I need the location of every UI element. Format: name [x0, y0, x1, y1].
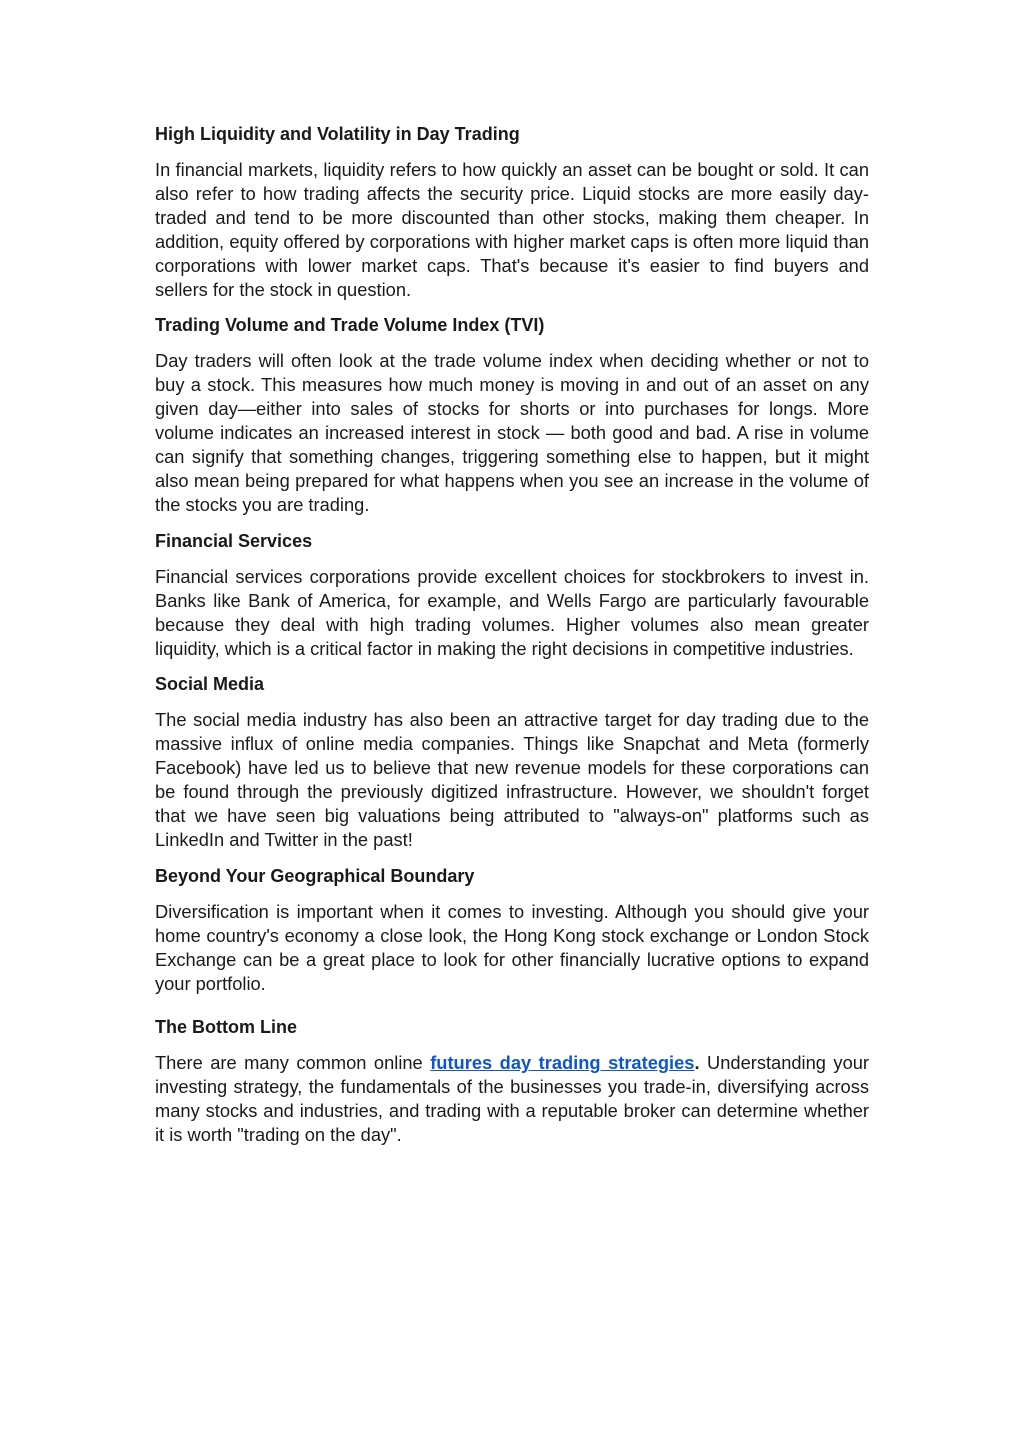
section-body: In financial markets, liquidity refers to how quickly an asset can be bought or sold. It can also refer to how trading affects the security price. Liquid stocks are more easily day-traded and tend to be more discounted than other stocks, making them cheaper. In addition, equity offered by corporations with higher market caps is often more liquid than corporations with lower market caps. That's because it's easier to find buyers and sellers for the stock in question.	[155, 159, 869, 300]
section-trade-volume	[155, 313, 869, 516]
section-social-media	[155, 672, 869, 851]
link-period: .	[694, 1052, 700, 1074]
section-body: Diversification is important when it comes to investing. Although you should give your home country's economy a close look, the Hong Kong stock exchange or London Stock Exchange can be a great place to look for other financially lucrative options to expand your portfolio.	[155, 900, 869, 994]
section-heading: High Liquidity and Volatility in Day Trading	[155, 124, 520, 144]
section-heading: Social Media	[155, 674, 265, 695]
section-body: Financial services corporations provide excellent choices for stockbrokers to invest in. Banks like Bank of America, for example, and Wells Fargo are particularly favourable because they deal with high trading volumes. Higher volumes also mean greater liquidity, which is a critical factor in making the right decisions in competitive industries.	[155, 565, 869, 659]
futures-strategies-link[interactable]: futures day trading strategies	[430, 1052, 695, 1074]
section-heading: The Bottom Line	[155, 1017, 297, 1038]
body-trailing-text: Understanding your investing strategy, the fundamentals of the businesses you trade-in, diversifying across many stocks and industries, and trading with a reputable broker can determine whether it is worth "trading on the day".	[155, 1052, 869, 1146]
section-geographical-boundary	[155, 864, 869, 996]
document-page	[155, 122, 869, 1159]
section-liquidity	[155, 122, 869, 301]
section-heading: Financial Services	[155, 530, 313, 551]
body-lead-text: There are many common online	[155, 1052, 431, 1074]
section-body: Day traders will often look at the trade volume index when deciding whether or not to buy a stock. This measures how much money is moving in and out of an asset on any given day—either into sales of stocks for shorts or into purchases for longs. More volume indicates an increased interest in stock — both good and bad. A rise in volume can signify that something changes, triggering something else to happen, but it might also mean being prepared for what happens when you see an increase in the volume of the stocks you are trading.	[155, 350, 869, 515]
section-financial-services	[155, 529, 869, 661]
section-heading: Beyond Your Geographical Boundary	[155, 865, 475, 886]
section-body: The social media industry has also been an attractive target for day trading due to the massive influx of online media companies. Things like Snapchat and Meta (formerly Facebook) have led us to believe that new revenue models for these corporations can be found through the previously digitized infrastructure. However, we shouldn't forget that we have seen big valuations being attributed to "always-on" platforms such as LinkedIn and Twitter in the past!	[155, 709, 869, 850]
section-body	[155, 1051, 869, 1147]
section-heading: Trading Volume and Trade Volume Index (TVI)	[155, 315, 545, 336]
section-bottom-line	[155, 1015, 869, 1147]
